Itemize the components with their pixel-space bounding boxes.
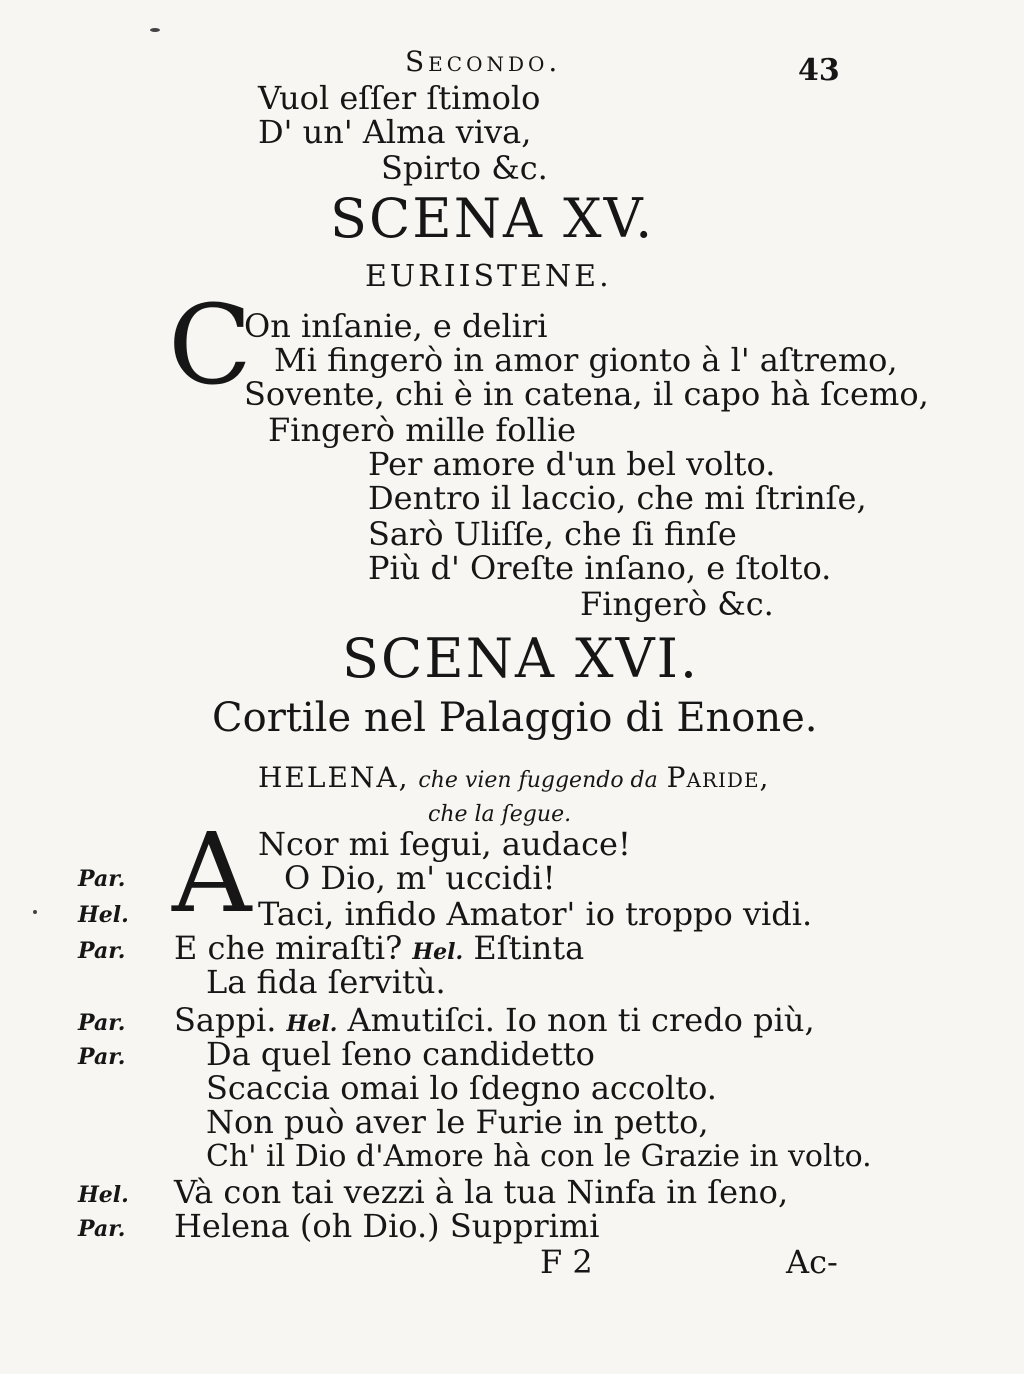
dialogue-text: Sappi. bbox=[174, 1001, 277, 1039]
speaker-label: Par. bbox=[78, 938, 126, 964]
speaker-label: Hel. bbox=[78, 902, 129, 928]
speaker-label: Hel. bbox=[78, 1182, 129, 1208]
verse-line: Fingerò &c. bbox=[580, 585, 774, 623]
verse-line: Più d' Oreſte inſano, e ſtolto. bbox=[368, 549, 832, 587]
character-name: Paride, bbox=[666, 761, 770, 794]
inline-speaker: Hel. bbox=[286, 1011, 338, 1037]
verse-line: On inſanie, e deliri bbox=[244, 307, 548, 345]
verse-line: Fingerò mille follie bbox=[268, 411, 577, 449]
aria-line: Vuol eſſer ſtimolo bbox=[258, 79, 541, 117]
character-name: HELENA, bbox=[258, 761, 410, 794]
dialogue-line: Ch' il Dio d'Amore hà con le Grazie in volto. bbox=[206, 1139, 872, 1174]
dialogue-line bbox=[174, 929, 585, 967]
ink-speck bbox=[150, 28, 160, 32]
dialogue-line: O Dio, m' uccidi! bbox=[284, 859, 556, 897]
dialogue-line: Non può aver le Furie in petto, bbox=[206, 1103, 709, 1141]
drop-cap: A bbox=[172, 809, 252, 937]
signature-mark: F 2 bbox=[540, 1243, 593, 1281]
catchword: Ac- bbox=[786, 1243, 838, 1281]
dialogue-text: Eſtinta bbox=[473, 929, 585, 967]
dialogue-line: Taci, infido Amator' io troppo vidi. bbox=[258, 895, 813, 933]
scene-setting: Cortile nel Palaggio di Enone. bbox=[212, 695, 818, 741]
running-head: Secondo. bbox=[405, 45, 562, 78]
dialogue-line: Scaccia omai lo ſdegno accolto. bbox=[206, 1069, 717, 1107]
dialogue-line: Da quel ſeno candidetto bbox=[206, 1035, 595, 1073]
page-number: 43 bbox=[798, 53, 840, 88]
verse-line: Sovente, chi è in catena, il capo hà ſcemo, bbox=[244, 375, 929, 413]
inline-speaker: Hel. bbox=[412, 939, 464, 965]
scene-title: SCENA XVI. bbox=[342, 627, 700, 690]
stage-direction bbox=[258, 761, 770, 794]
dialogue-line bbox=[174, 1001, 815, 1039]
drop-cap: C bbox=[168, 281, 253, 409]
stage-direction-text: che la ſegue. bbox=[428, 802, 572, 827]
aria-line: Spirto &c. bbox=[381, 149, 548, 187]
verse-line: Sarò Uliſſe, che ſi finſe bbox=[368, 515, 737, 553]
verse-line: Per amore d'un bel volto. bbox=[368, 445, 776, 483]
dialogue-line: Ncor mi ſegui, audace! bbox=[258, 825, 631, 863]
dialogue-text: E che miraſti? bbox=[174, 929, 403, 967]
ink-speck bbox=[33, 910, 37, 914]
stage-direction-text: che vien fuggendo da bbox=[418, 768, 658, 793]
speaker-label: Par. bbox=[78, 1010, 126, 1036]
speaker-label: Par. bbox=[78, 1216, 126, 1242]
dialogue-line: Và con tai vezzi à la tua Ninfa in ſeno, bbox=[174, 1173, 789, 1211]
verse-line: Dentro il laccio, che mi ſtrinſe, bbox=[368, 479, 867, 517]
aria-line: D' un' Alma viva, bbox=[258, 113, 532, 151]
character-name: EURIISTENE. bbox=[365, 259, 612, 294]
speaker-label: Par. bbox=[78, 1044, 126, 1070]
dialogue-text: Amutiſci. Io non ti credo più, bbox=[347, 1001, 815, 1039]
speaker-label: Par. bbox=[78, 866, 126, 892]
verse-line: Mi fingerò in amor gionto à l' aſtremo, bbox=[274, 341, 898, 379]
dialogue-line: La fida ſervitù. bbox=[206, 963, 446, 1001]
scene-title: SCENA XV. bbox=[330, 187, 655, 250]
dialogue-line: Helena (oh Dio.) Supprimi bbox=[174, 1207, 600, 1245]
